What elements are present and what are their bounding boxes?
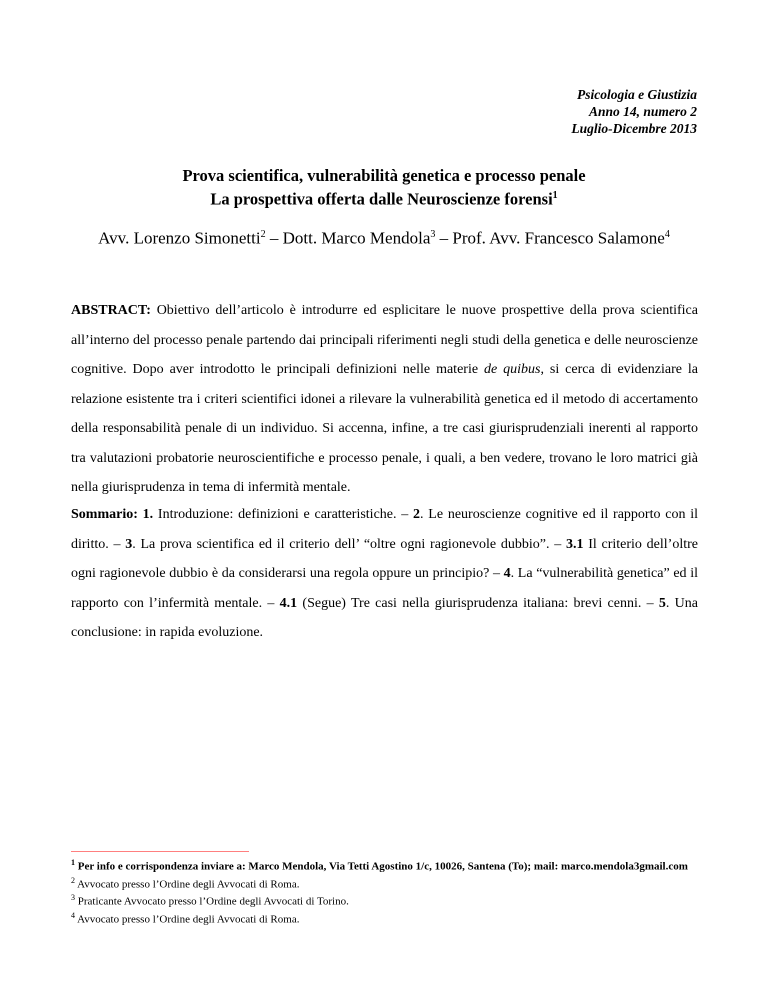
author-2: Dott. Marco Mendola — [282, 228, 431, 248]
summary-number: 1. — [142, 507, 154, 522]
summary-item: . La prova scientifica ed il criterio dell’ “oltre ogni ragionevole dubbio”. – — [132, 536, 566, 552]
title-footnote-mark: 1 — [552, 190, 558, 201]
footnote-mark: 4 — [71, 910, 75, 920]
title-line-1: Prova scientifica, vulnerabilità genetica e processo penale — [182, 166, 586, 185]
abstract-italic: de quibus — [483, 362, 541, 377]
summary-number: 4.1 — [279, 595, 298, 611]
footnote-text: Avvocato presso l’Ordine degli Avvocati di Roma. — [77, 913, 300, 926]
abstract-label: ABSTRACT: — [71, 303, 151, 318]
summary-item: Il criterio dell’oltre ogni ragionevole dubbio è da considerarsi una regola oppure un principio? – — [71, 536, 698, 581]
summary-item: . La “vulnerabilità genetica” ed il rapporto con l’infermità mentale. – — [71, 566, 698, 611]
author-1-mark: 2 — [260, 229, 266, 240]
summary — [71, 500, 698, 648]
title-line-2 — [0, 186, 768, 210]
author-separator: – — [435, 228, 453, 248]
footnote-4 — [71, 909, 698, 927]
author-1: Avv. Lorenzo Simonetti — [98, 228, 261, 248]
journal-issue: Anno 14, numero 2 — [588, 104, 697, 119]
author-list — [0, 225, 768, 249]
summary-number: 3 — [125, 536, 133, 552]
footnote-mark: 2 — [71, 875, 75, 885]
footnote-text: Per info e corrispondenza inviare a: Marco Mendola, Via Tetti Agostino 1/c, 10026, Santena (To); mail: marco.mendola3gmail.com — [77, 860, 688, 873]
abstract-text-2: , si cerca di evidenziare la relazione esistente tra i criteri scientifici idonei a rilevare la vulnerabilità genetica ed il metodo di accertamento della responsabilità penale di un individuo. Si accenna, infine, a tre casi giurisprudenziali inerenti al rapporto tra valutazioni probatorie neuroscientifiche e processo penale, i quali, a ben vedere, trovano le loro matrici già nella giurisprudenza in tema di infermità mentale. — [71, 362, 698, 495]
summary-item: . Le neuroscienze cognitive ed il rapporto con il diritto. – — [71, 507, 698, 552]
abstract-text-1: Obiettivo dell’articolo è introdurre ed esplicitare le nuove prospettive della prova scientifica all’interno del processo penale partendo dai principali riferimenti negli studi della genetica e delle neuroscienze cognitive. Dopo aver introdotto le principali definizioni nelle materie — [71, 303, 698, 377]
summary-item: . Una conclusione: in rapida evoluzione. — [71, 595, 698, 640]
title-line-2-text: La prospettiva offerta dalle Neuroscienze forensi — [210, 189, 553, 209]
summary-number: 5 — [658, 595, 666, 611]
paper-title — [0, 166, 768, 210]
author-2-mark: 3 — [430, 229, 436, 240]
abstract — [71, 296, 698, 503]
summary-number: 4 — [503, 566, 511, 581]
author-3-mark: 4 — [664, 229, 670, 240]
author-separator: – — [265, 228, 283, 248]
summary-item: Introduzione: definizioni e caratteristiche. – — [153, 507, 414, 522]
footnote-3 — [71, 891, 698, 909]
footnote-text: Praticante Avvocato presso l’Ordine degli Avvocati di Torino. — [77, 895, 349, 908]
summary-number: 3.1 — [565, 536, 584, 552]
journal-header — [571, 86, 697, 137]
footnote-1 — [71, 856, 698, 874]
summary-number: 2 — [413, 507, 421, 522]
footnote-mark: 1 — [71, 858, 75, 867]
summary-item: (Segue) Tre casi nella giurisprudenza italiana: brevi cenni. – — [297, 595, 659, 611]
author-3: Prof. Avv. Francesco Salamone — [452, 228, 665, 248]
footnote-mark: 3 — [71, 893, 75, 903]
journal-name: Psicologia e Giustizia — [576, 87, 697, 102]
footnotes — [71, 856, 698, 927]
journal-period: Luglio-Dicembre 2013 — [571, 121, 697, 136]
footnote-2 — [71, 874, 698, 892]
footnote-text: Avvocato presso l’Ordine degli Avvocati di Roma. — [77, 878, 300, 891]
summary-label: Sommario: — [71, 507, 138, 522]
footnote-divider — [71, 851, 249, 852]
